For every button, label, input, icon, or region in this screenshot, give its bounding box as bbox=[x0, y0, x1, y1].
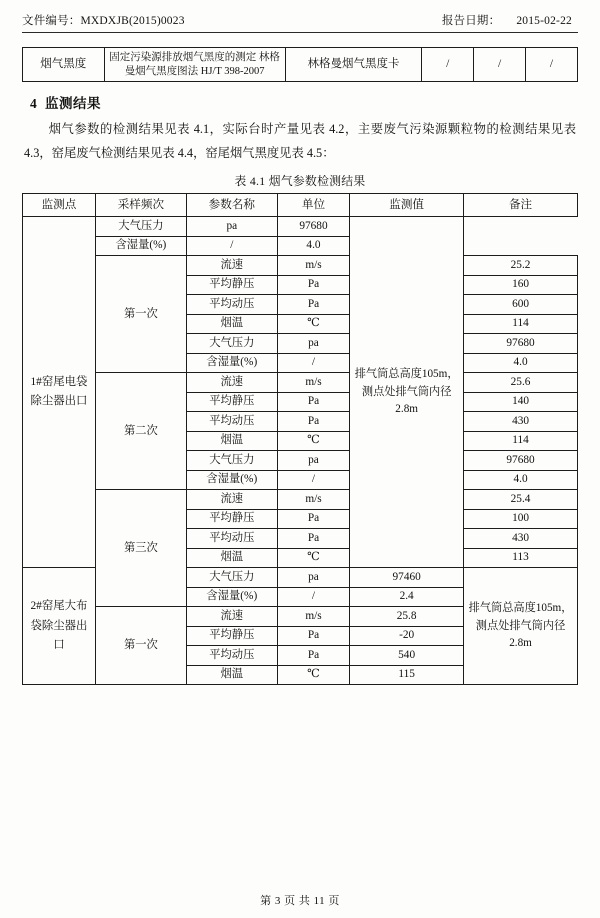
measured-value-cell: 114 bbox=[464, 314, 578, 334]
sampling-frequency-cell: 第二次 bbox=[95, 373, 186, 490]
table-header-row bbox=[23, 194, 578, 217]
report-date bbox=[442, 12, 578, 28]
table-caption: 表 4.1 烟气参数检测结果 bbox=[234, 174, 366, 189]
measured-value-cell: 100 bbox=[464, 509, 578, 529]
parameter-name-cell: 流速 bbox=[186, 490, 277, 510]
unit-cell: pa bbox=[277, 568, 349, 588]
measured-value-cell: 97680 bbox=[277, 217, 349, 237]
remark-cell: 排气筒总高度105m，测点处排气筒内径2.8m bbox=[464, 568, 578, 685]
column-header: 采样频次 bbox=[95, 194, 186, 217]
doc-number-value: MXDXJB(2015)0023 bbox=[80, 15, 185, 27]
sampling-frequency-cell: 第一次 bbox=[95, 256, 186, 373]
column-header: 监测值 bbox=[350, 194, 464, 217]
measured-value-cell: 4.0 bbox=[464, 353, 578, 373]
measured-value-cell: 25.4 bbox=[464, 490, 578, 510]
measured-value-cell: 140 bbox=[464, 392, 578, 412]
section-paragraph: 烟气参数的检测结果见表 4.1，实际台时产量见表 4.2，主要废气污染源颗粒物的检测结果见表 4.3，窑尾废气检测结果见表 4.4，窑尾烟气黑度见表 4.5： bbox=[24, 122, 576, 161]
parameter-name-cell: 平均静压 bbox=[186, 626, 277, 646]
parameter-name-cell: 烟温 bbox=[186, 314, 277, 334]
measured-value-cell: 540 bbox=[350, 646, 464, 666]
document-header bbox=[22, 0, 578, 32]
parameter-name-cell: 含湿量(%) bbox=[186, 470, 277, 490]
method-item: 烟气黑度 bbox=[23, 48, 105, 82]
smoke-parameter-table bbox=[22, 193, 578, 685]
unit-cell: pa bbox=[277, 334, 349, 354]
unit-cell: ℃ bbox=[277, 431, 349, 451]
header-divider bbox=[22, 32, 578, 33]
unit-cell: / bbox=[277, 470, 349, 490]
unit-cell: m/s bbox=[277, 490, 349, 510]
unit-cell: Pa bbox=[277, 412, 349, 432]
parameter-name-cell: 烟温 bbox=[186, 665, 277, 685]
measured-value-cell: 160 bbox=[464, 275, 578, 295]
unit-cell: m/s bbox=[277, 373, 349, 393]
monitor-point-cell: 1#窑尾电袋除尘器出口 bbox=[23, 217, 96, 568]
parameter-name-cell: 流速 bbox=[186, 373, 277, 393]
parameter-name-cell: 大气压力 bbox=[95, 217, 186, 237]
measured-value-cell: 430 bbox=[464, 529, 578, 549]
parameter-name-cell: 平均动压 bbox=[186, 646, 277, 666]
parameter-name-cell: 流速 bbox=[186, 256, 277, 276]
method-table-body bbox=[23, 48, 578, 82]
unit-cell: Pa bbox=[277, 646, 349, 666]
unit-cell: Pa bbox=[277, 392, 349, 412]
parameter-name-cell: 含湿量(%) bbox=[186, 353, 277, 373]
column-header: 备注 bbox=[464, 194, 578, 217]
unit-cell: pa bbox=[186, 217, 277, 237]
sampling-frequency-cell: 第一次 bbox=[95, 607, 186, 685]
table-row bbox=[23, 373, 578, 393]
measured-value-cell: 4.0 bbox=[464, 470, 578, 490]
page-footer: 第 3 页 共 11 页 bbox=[260, 895, 340, 907]
measured-value-cell: 25.8 bbox=[350, 607, 464, 627]
method-table bbox=[22, 47, 578, 82]
unit-cell: m/s bbox=[277, 256, 349, 276]
unit-cell: m/s bbox=[277, 607, 349, 627]
measured-value-cell: 25.2 bbox=[464, 256, 578, 276]
remark-cell: 排气筒总高度105m，测点处排气筒内径2.8m bbox=[350, 217, 464, 568]
measured-value-cell: 97680 bbox=[464, 451, 578, 471]
parameter-name-cell: 含湿量(%) bbox=[186, 587, 277, 607]
section-heading bbox=[30, 92, 578, 112]
parameter-name-cell: 烟温 bbox=[186, 548, 277, 568]
measured-value-cell: -20 bbox=[350, 626, 464, 646]
column-header: 参数名称 bbox=[186, 194, 277, 217]
method-instrument: 林格曼烟气黑度卡 bbox=[285, 48, 422, 82]
method-col5: / bbox=[474, 48, 526, 82]
doc-number-label: 文件编号： bbox=[22, 15, 81, 27]
unit-cell: Pa bbox=[277, 295, 349, 315]
measured-value-cell: 600 bbox=[464, 295, 578, 315]
unit-cell: pa bbox=[277, 451, 349, 471]
measured-value-cell: 2.4 bbox=[350, 587, 464, 607]
unit-cell: / bbox=[277, 587, 349, 607]
unit-cell: / bbox=[277, 353, 349, 373]
parameter-name-cell: 含湿量(%) bbox=[95, 236, 186, 256]
unit-cell: ℃ bbox=[277, 665, 349, 685]
parameter-name-cell: 大气压力 bbox=[186, 334, 277, 354]
sampling-frequency-cell: 第三次 bbox=[95, 490, 186, 607]
section-number: 4 bbox=[30, 96, 38, 112]
report-date-label: 报告日期： bbox=[441, 15, 501, 27]
measured-value-cell: 25.6 bbox=[464, 373, 578, 393]
section-title-text: 监测结果 bbox=[45, 96, 101, 112]
unit-cell: Pa bbox=[277, 275, 349, 295]
measured-value-cell: 115 bbox=[350, 665, 464, 685]
table-row bbox=[23, 256, 578, 276]
report-date-value: 2015-02-22 bbox=[516, 15, 572, 27]
parameter-name-cell: 平均动压 bbox=[186, 295, 277, 315]
parameter-name-cell: 平均静压 bbox=[186, 509, 277, 529]
unit-cell: / bbox=[186, 236, 277, 256]
unit-cell: ℃ bbox=[277, 314, 349, 334]
unit-cell: Pa bbox=[277, 529, 349, 549]
column-header: 单位 bbox=[277, 194, 349, 217]
measured-value-cell: 97460 bbox=[350, 568, 464, 588]
measured-value-cell: 113 bbox=[464, 548, 578, 568]
measured-value-cell: 4.0 bbox=[277, 236, 349, 256]
table-row bbox=[23, 236, 578, 256]
parameter-name-cell: 流速 bbox=[186, 607, 277, 627]
unit-cell: Pa bbox=[277, 626, 349, 646]
parameter-name-cell: 大气压力 bbox=[186, 451, 277, 471]
monitor-point-cell: 2#窑尾大布袋除尘器出口 bbox=[23, 568, 96, 685]
parameter-name-cell: 烟温 bbox=[186, 431, 277, 451]
table-row bbox=[23, 490, 578, 510]
unit-cell: ℃ bbox=[277, 548, 349, 568]
table-row bbox=[23, 217, 578, 237]
parameter-name-cell: 大气压力 bbox=[186, 568, 277, 588]
parameter-name-cell: 平均静压 bbox=[186, 275, 277, 295]
measured-value-cell: 114 bbox=[464, 431, 578, 451]
method-name: 固定污染源排放烟气黑度的测定 林格曼烟气黑度图法 HJ/T 398-2007 bbox=[104, 48, 285, 82]
parameter-name-cell: 平均动压 bbox=[186, 412, 277, 432]
parameter-name-cell: 平均静压 bbox=[186, 392, 277, 412]
method-col4: / bbox=[422, 48, 474, 82]
unit-cell: Pa bbox=[277, 509, 349, 529]
column-header: 监测点 bbox=[23, 194, 96, 217]
table-row bbox=[23, 48, 578, 82]
measured-value-cell: 430 bbox=[464, 412, 578, 432]
method-col6: / bbox=[526, 48, 578, 82]
measured-value-cell: 97680 bbox=[464, 334, 578, 354]
doc-number bbox=[22, 12, 185, 28]
smoke-parameter-table-body bbox=[23, 194, 578, 685]
parameter-name-cell: 平均动压 bbox=[186, 529, 277, 549]
